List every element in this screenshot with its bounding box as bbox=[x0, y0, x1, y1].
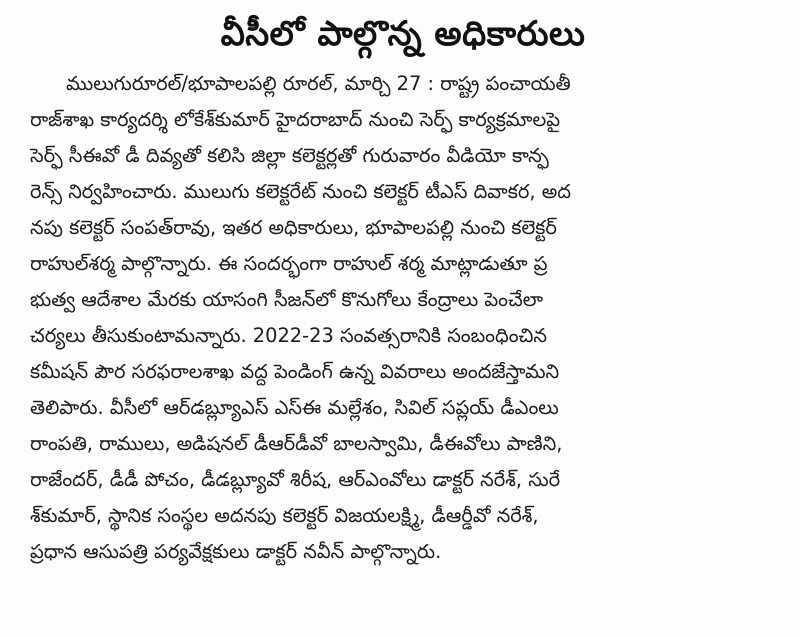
article-line: శ్‌కుమార్, స్థానిక సంస్థల అదనపు కలెక్టర్ విజయలక్ష్మి, డీఆర్డీవో నరేశ్, bbox=[30, 504, 539, 527]
article-line: భుత్వ ఆదేశాల మేరకు యాసంగి సీజన్‌లో కొనుగోలు కేంద్రాలు పెంచేలా bbox=[30, 288, 544, 311]
article-line: ప్రధాన ఆసుపత్రి పర్యవేక్షకులు డాక్టర్ నవీన్ పాల్గొన్నారు. bbox=[30, 540, 442, 563]
article-line: నపు కలెక్టర్ సంపత్‌రావు, ఇతర అధికారులు, భూపాలపల్లి నుంచి కలెక్టర్ bbox=[30, 216, 557, 239]
article-line: కమీషన్ పౌర సరఫరాలశాఖ వద్ద పెండింగ్ ఉన్న వివరాలు అందజేస్తామని bbox=[30, 360, 560, 383]
article-line: తెలిపారు. వీసీలో ఆర్‌డబ్ల్యూఎస్ ఎస్‌ఈ మల్లేశం, సివిల్ సప్లయ్ డీఎంలు bbox=[30, 396, 559, 419]
article-body bbox=[30, 66, 776, 570]
article-line: రాజ్‌శాఖ కార్యదర్శి లోకేశ్‌కుమార్ హైదరాబాద్ నుంచి సెర్ఫ్ కార్యక్రమాలపై bbox=[30, 108, 561, 131]
article-line: రాహుల్‌శర్మ పాల్గొన్నారు. ఈ సందర్భంగా రాహుల్ శర్మ మాట్లాడుతూ ప్ర bbox=[30, 252, 548, 275]
article-line: రాజేందర్, డీడీ పోచం, డీడబ్ల్యూవో శిరీష, ఆర్‌ఎంవోలు డాక్టర్ నరేశ్, సురే bbox=[30, 468, 561, 491]
article-line: రాంపతి, రాములు, అడిషనల్ డీఆర్‌డీవో బాలస్వామి, డీఈవోలు పాణిని, bbox=[30, 432, 563, 455]
article-headline: వీసీలో పాల్గొన్న అధికారులు bbox=[220, 14, 586, 54]
article-line: సెర్ఫ్ సీఈవో డీ దివ్యతో కలిసి జిల్లా కలెక్టర్లతో గురువారం వీడియో కాన్ఫ bbox=[30, 144, 549, 167]
article-line: ములుగురూరల్/భూపాలపల్లి రూరల్, మార్చి 27 : రాష్ట్ర పంచాయతీ bbox=[66, 72, 571, 95]
article-line: రెన్స్ నిర్వహించారు. ములుగు కలెక్టరేట్ నుంచి కలెక్టర్ టీఎస్ దివాకర, అద bbox=[30, 180, 571, 203]
article-line: చర్యలు తీసుకుంటామన్నారు. 2022-23 సంవత్సరానికి సంబంధించిన bbox=[30, 324, 548, 347]
